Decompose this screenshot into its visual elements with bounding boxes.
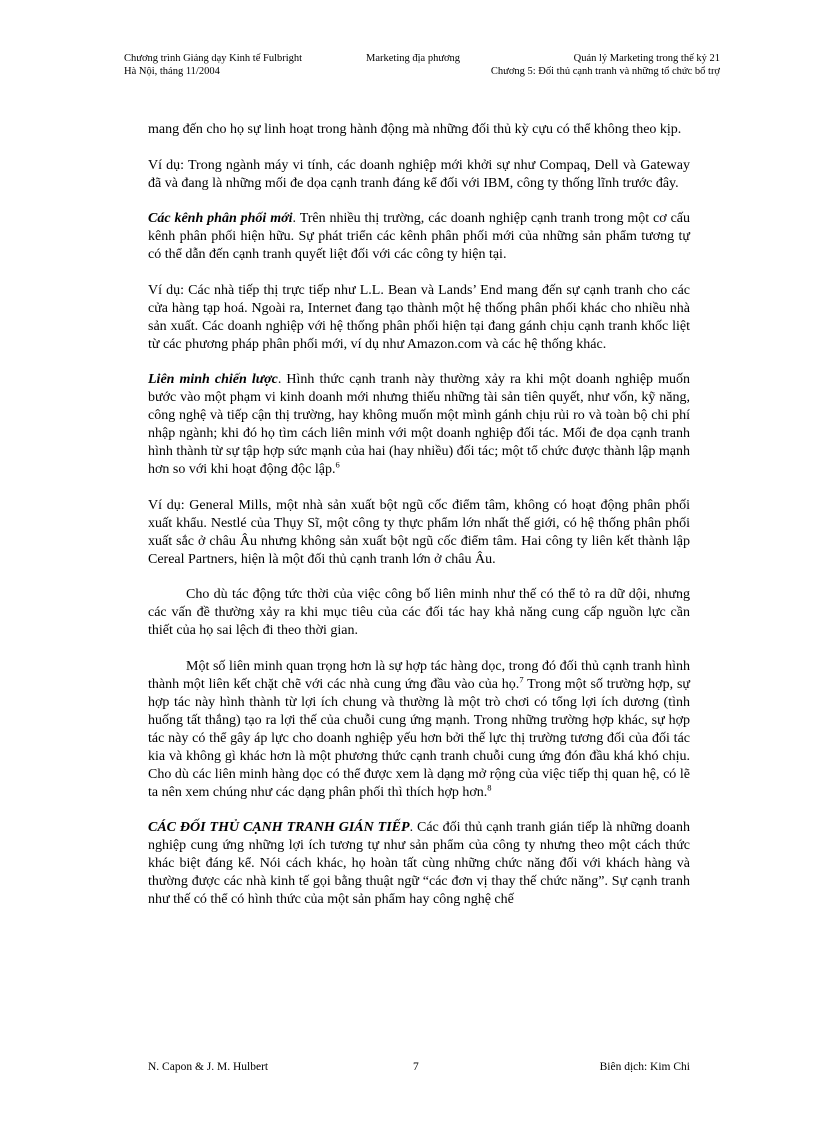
- heading-strategic-alliances: Liên minh chiến lược: [148, 372, 278, 387]
- paragraph-strategic-alliances: [148, 371, 690, 479]
- footer-translator: Biên dịch: Kim Chi: [599, 1061, 690, 1073]
- header-right-chapter: Chương 5: Đối thủ cạnh tranh và những tổ chức bổ trợ: [490, 66, 720, 77]
- heading-new-channels: Các kênh phân phối mới: [148, 211, 293, 226]
- header-left-date: Hà Nội, tháng 11/2004: [124, 66, 220, 77]
- text-strategic-alliances: . Hình thức cạnh tranh này thường xảy ra khi một doanh nghiệp muốn bước vào một phạm vi kinh doanh mới nhưng thiếu những tài sản tiên quyết, như vốn, kỹ năng, công nghệ và tiếp cận thị trường, hay không muốn một mình gánh chịu rủi ro và toàn bộ chi phí nhập ngành; khi đó họ tìm cách liên minh với một doanh nghiệp đối tác. Mối đe dọa cạnh tranh hình thành từ sự tập hợp sức mạnh của hai (hay nhiều) đối tác; một tổ chức được thành lập mạnh hơn so với khi hoạt động độc lập.: [148, 372, 691, 477]
- page-number: 7: [413, 1061, 419, 1073]
- text-vertical-cooperation-b: Trong một số trường hợp, sự hợp tác này hình thành từ lợi ích chung và thường là một trò chơi có tổng lợi ích dương (tình huống tất thắng) tạo ra lợi thế của chuỗi cung ứng mạnh. Trong những trường hợp khác, sự hợp tác này có thể gây áp lực cho doanh nghiệp yếu hơn bởi thế lực thị trường tương đối của đối tác kia và không gì khác hơn là một phương thức cạnh tranh chuỗi cung ứng đón đầu khá khó chịu. Cho dù các liên minh hàng dọc có thể được xem là dạng mở rộng của việc tiếp thị quan hệ, có lẽ ta nên xem chúng như các dạng phân phối thì thích hợp hơn.: [148, 676, 691, 800]
- header-center-title: Marketing địa phương: [366, 53, 461, 64]
- header-left-title: Chương trình Giảng dạy Kinh tế Fulbright: [124, 53, 303, 64]
- text-new-channels: . Trên nhiều thị trường, các doanh nghiệp cạnh tranh trong một cơ cấu kênh phân phối hiện hữu. Sự phát triển các kênh phân phối mới của những sản phẩm tương tự có thể dẫn đến cạnh tranh quyết liệt đối với các công ty hiện tại.: [148, 211, 690, 262]
- paragraph-indirect-competitors: [148, 819, 690, 909]
- heading-indirect-competitors: CÁC ĐỐI THỦ CẠNH TRANH GIÁN TIẾP: [148, 820, 410, 835]
- footer-authors: N. Capon & J. M. Hulbert: [148, 1061, 269, 1073]
- paragraph-example-direct-marketing: Ví dụ: Các nhà tiếp thị trực tiếp như L.L. Bean và Lands’ End mang đến sự cạnh tranh cho các cửa hàng tạp hoá. Ngoài ra, Internet đang tạo thành một hệ thống phân phối khác cho nhiều nhà sản xuất. Các doanh nghiệp với hệ thống phân phối hiện tại đang gánh chịu cạnh tranh khốc liệt từ các phương pháp phân phối mới, ví dụ như Amazon.com và các hệ thống khác.: [148, 282, 690, 352]
- paragraph-alliance-issues: Cho dù tác động tức thời của việc công bố liên minh như thế có thể tỏ ra dữ dội, nhưng các vấn đề thường xảy ra khi mục tiêu của các đối tác hay khả năng cung cấp nguồn lực cần thiết của họ sai lệch đi theo thời gian.: [148, 587, 690, 638]
- document-body: [148, 121, 690, 927]
- footnote-ref-7: 7: [519, 673, 524, 684]
- paragraph-continuation: mang đến cho họ sự linh hoạt trong hành động mà những đối thủ kỳ cựu có thể không theo kịp.: [148, 122, 682, 137]
- paragraph-vertical-cooperation: [148, 658, 690, 802]
- paragraph-example-computers: Ví dụ: Trong ngành máy vi tính, các doanh nghiệp mới khởi sự như Compaq, Dell và Gateway đã và đang là những mối đe dọa cạnh tranh đáng kể đối với IBM, công ty thống lĩnh trước đây.: [148, 157, 690, 191]
- footnote-ref-8: 8: [487, 781, 492, 792]
- header-right-title: Quản lý Marketing trong thế kỷ 21: [573, 53, 720, 64]
- paragraph-example-general-mills: Ví dụ: General Mills, một nhà sản xuất bột ngũ cốc điểm tâm, không có hoạt động phân phối xuất khẩu. Nestlé của Thụy Sĩ, một công ty thực phẩm lớn nhất thế giới, có hệ thống phân phối xuất sắc ở châu Âu nhưng không sản xuất bột ngũ cốc điểm tâm. Hai công ty liên kết thành lập Cereal Partners, hiện là một đối thủ cạnh tranh lớn ở châu Âu.: [148, 497, 690, 567]
- paragraph-new-channels: [148, 210, 690, 264]
- text-vertical-cooperation-a: Một số liên minh quan trọng hơn là sự hợp tác hàng dọc, trong đó đối thủ cạnh tranh hình thành một liên kết chặt chẽ với các nhà cung ứng đầu vào của họ.: [148, 658, 690, 692]
- footnote-ref-6: 6: [335, 459, 340, 470]
- text-indirect-competitors: . Các đối thủ cạnh tranh gián tiếp là những doanh nghiệp cung ứng những lợi ích tương tự như sản phẩm của công ty nhưng theo một cách thức khác biệt đáng kể. Nói cách khác, họ hoàn tất cùng những chức năng đối với khách hàng và thường được các nhà kinh tế gọi bằng thuật ngữ “các đơn vị thay thế chức năng”. Sự cạnh tranh như thế có thể có hình thức của một sản phẩm hay công nghệ chế: [148, 820, 690, 907]
